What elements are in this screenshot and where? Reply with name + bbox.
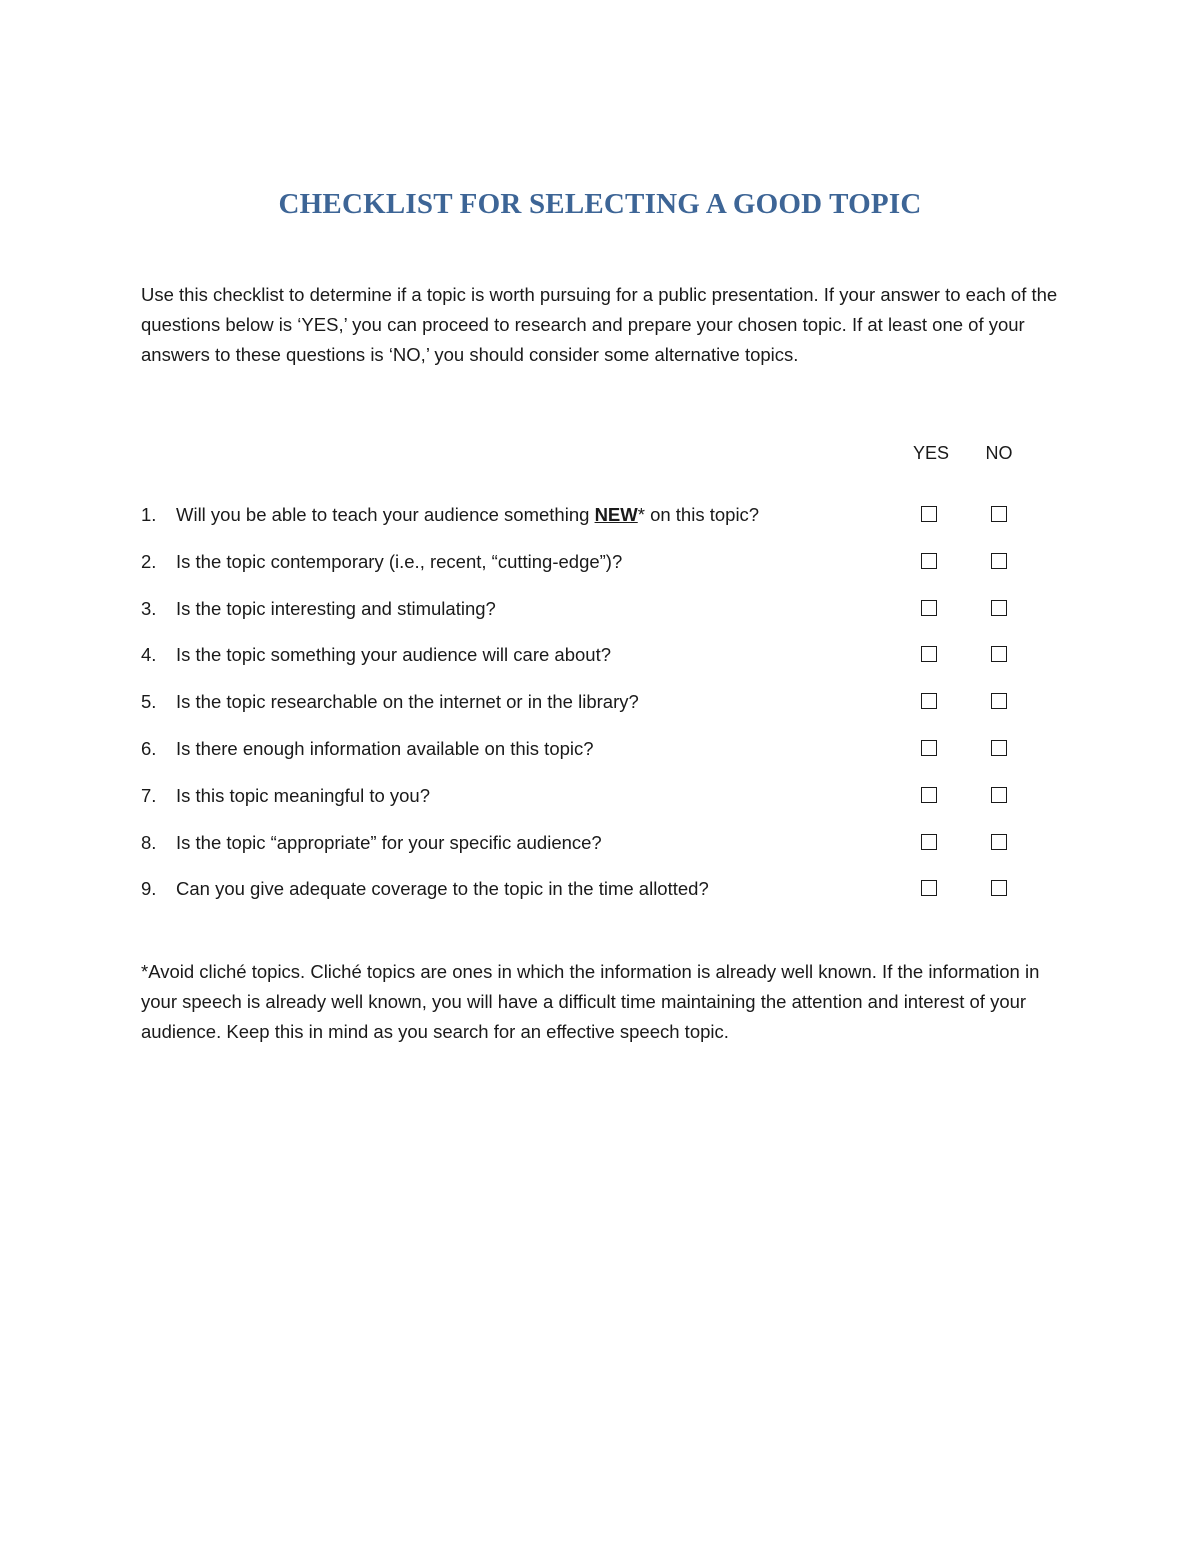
no-checkbox[interactable] [991,506,1007,522]
question-text: Is there enough information available on this topic? [176,737,594,759]
question-text: Is the topic “appropriate” for your specific audience? [176,831,602,853]
question-text: Can you give adequate coverage to the topic in the time allotted? [176,878,709,900]
no-column-header: NO [985,443,1013,463]
no-checkbox[interactable] [991,787,1007,803]
intro-paragraph: Use this checklist to determine if a topic is worth pursuing for a public presentation. If your answer to each of the questions below is ‘YES,’ you can proceed to research and prepare your chosen topic. If at least one of your answers to these questions is ‘NO,’ you should consider some alternative topics. [141,284,1058,365]
question-text: Is the topic interesting and stimulating? [176,597,496,619]
question-row [141,500,1061,547]
no-checkbox[interactable] [991,600,1007,616]
question-text: Is the topic something your audience will care about? [176,644,612,666]
question-row [141,594,1061,641]
question-row [141,828,1061,875]
question-number: 3. [141,597,157,619]
question-number: 2. [141,550,157,572]
page-title: CHECKLIST FOR SELECTING A GOOD TOPIC [278,188,922,220]
question-text-before: Will you be able to teach your audience something [176,504,595,525]
question-number: 9. [141,878,157,900]
question-row [141,781,1061,828]
question-text [176,500,759,530]
question-text: Is the topic researchable on the internet or in the library? [176,691,639,713]
yes-checkbox[interactable] [921,646,937,662]
no-checkbox[interactable] [991,834,1007,850]
question-number: 5. [141,691,157,713]
question-number: 1. [141,504,157,525]
question-number: 7. [141,784,157,806]
no-checkbox[interactable] [991,646,1007,662]
question-text-after: * on this topic? [637,504,760,525]
yes-checkbox[interactable] [921,880,937,896]
question-text: Is the topic contemporary (i.e., recent, “cutting-edge”)? [176,550,623,572]
question-row [141,734,1061,781]
yes-checkbox[interactable] [921,506,937,522]
question-row [141,874,1061,921]
no-checkbox[interactable] [991,740,1007,756]
no-checkbox[interactable] [991,880,1007,896]
yes-checkbox[interactable] [921,834,937,850]
no-checkbox[interactable] [991,553,1007,569]
question-number: 4. [141,644,157,666]
yes-checkbox[interactable] [921,693,937,709]
yes-checkbox[interactable] [921,787,937,803]
question-text: Is this topic meaningful to you? [176,784,431,806]
no-checkbox[interactable] [991,693,1007,709]
question-number: 8. [141,831,157,853]
question-list [141,500,1061,921]
yes-checkbox[interactable] [921,553,937,569]
footnote-paragraph: *Avoid cliché topics. Cliché topics are ones in which the information is already well known. If the information in your speech is already well known, you will have a difficult time maintaining the attention and interest of your audience. Keep this in mind as you search for an effective speech topic. [141,961,1040,1042]
question-row [141,547,1061,594]
question-number: 6. [141,737,157,759]
question-row [141,640,1061,687]
yes-column-header: YES [912,443,950,463]
question-row [141,687,1061,734]
yes-checkbox[interactable] [921,740,937,756]
question-emphasis: NEW [594,504,638,525]
yes-checkbox[interactable] [921,600,937,616]
